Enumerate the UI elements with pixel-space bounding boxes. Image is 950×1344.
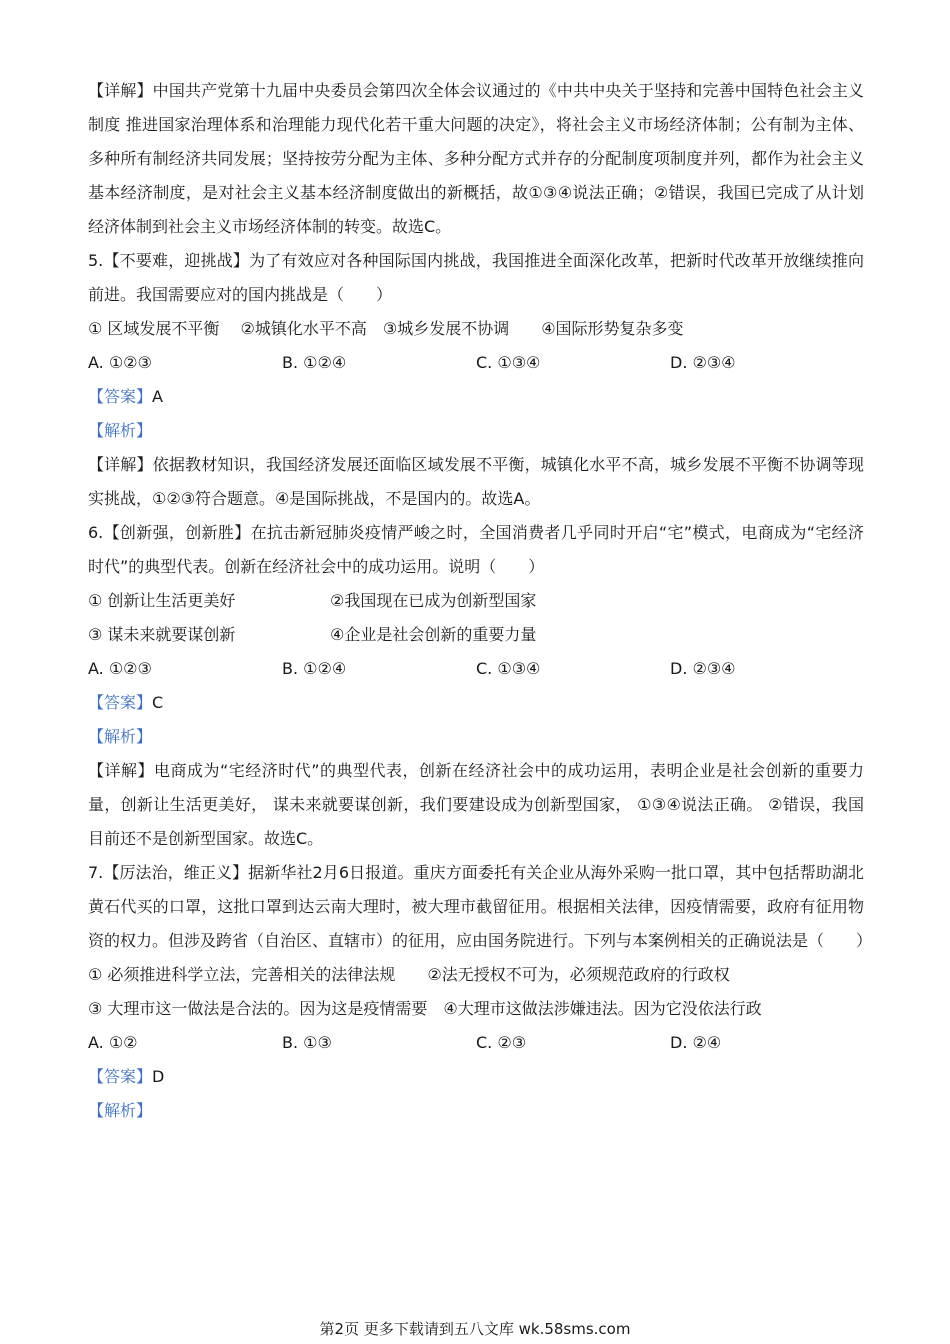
q7-answer [88,1060,864,1094]
q5-choice-a: A. ①②③ [88,353,152,372]
q5-choice-c: C. ①③④ [476,353,541,372]
q6-options-row1 [88,584,864,618]
document-page [88,74,873,1128]
q7-stem: 7.【厉法治，维正义】据新华社2月6日报道。重庆方面委托有关企业从海外采购一批口罩，其中包括帮助湖北黄石代买的口罩，这批口罩到达云南大理时，被大理市截留征用。根据相关法律，因疫情需要，政府有征用物资的权力。但涉及跨省（自治区、直辖市）的征用，应由国务院进行。下列与本案例相关的正确说法是（ ） [88,863,873,950]
q7-choice-b: B. ①③ [282,1033,332,1052]
q7-analysis-label: 【解析】 [88,1101,153,1120]
q5-stem: 5.【不要难，迎挑战】为了有效应对各种国际国内挑战，我国推进全面深化改革，把新时代改革开放继续推向前进。我国需要应对的国内挑战是（ ） [88,251,864,304]
q6-choice-c: C. ①③④ [476,659,541,678]
q6-option-2: ②我国现在已成为创新型国家 [330,591,537,610]
q5-answer [88,380,864,414]
q6-analysis-label: 【解析】 [88,727,153,746]
prev-detail: 【详解】中国共产党第十九届中央委员会第四次全体会议通过的《中共中央关于坚持和完善中国特色社会主义制度 推进国家治理体系和治理能力现代化若干重大问题的决定》，将社会主义市场经济体制；公有制为主体、多种所有制经济共同发展；坚持按劳分配为主体、多种分配方式并存的分配制度项制度并列，都作为社会主义基本经济制度，是对社会主义基本经济制度做出的新概括，故①③④说法正确；②错误，我国已完成了从计划经济体制到社会主义市场经济体制的转变。故选C。 [88,81,864,236]
q6-detail: 【详解】电商成为“宅经济时代”的典型代表，创新在经济社会中的成功运用，表明企业是社会创新的重要力量，创新让生活更美好， 谋未来就要谋创新，我们要建设成为创新型国家， ①③④说法正确。 ②错误，我国目前还不是创新型国家。故选C。 [88,761,864,848]
q6-choice-a: A. ①②③ [88,659,152,678]
answer-label: 【答案】 [88,387,153,406]
answer-label: 【答案】 [88,1067,153,1086]
q5-detail: 【详解】依据教材知识，我国经济发展还面临区域发展不平衡，城镇化水平不高，城乡发展不平衡不协调等现实挑战，①②③符合题意。④是国际挑战，不是国内的。故选A。 [88,455,864,508]
q6-choice-b: B. ①②④ [282,659,347,678]
q6-choices [88,652,864,686]
answer-value: A [152,387,163,406]
q5-options: ① 区域发展不平衡 ②城镇化水平不高 ③城乡发展不协调 ④国际形势复杂多变 [88,319,684,338]
q7-options-row1: ① 必须推进科学立法，完善相关的法律法规 ②法无授权不可为，必须规范政府的行政权 [88,965,730,984]
q6-option-4: ④企业是社会创新的重要力量 [330,625,537,644]
q7-choice-a: A. ①② [88,1033,138,1052]
q6-answer [88,686,864,720]
q6-choice-d: D. ②③④ [670,659,736,678]
q5-choice-b: B. ①②④ [282,353,347,372]
answer-value: C [152,693,164,712]
q7-choice-d: D. ②④ [670,1033,722,1052]
q6-stem: 6.【创新强，创新胜】在抗击新冠肺炎疫情严峻之时，全国消费者几乎同时开启“宅”模式，电商成为“宅经济时代”的典型代表。创新在经济社会中的成功运用。说明（ ） [88,523,864,576]
answer-value: D [152,1067,165,1086]
page-footer: 第2页 更多下载请到五八文库 wk.58sms.com [319,1320,631,1338]
q6-option-3: ③ 谋未来就要谋创新 [88,625,236,644]
q5-choices [88,346,864,380]
q6-option-1: ① 创新让生活更美好 [88,591,236,610]
q5-analysis-label: 【解析】 [88,421,153,440]
q7-options-row2: ③ 大理市这一做法是合法的。因为这是疫情需要 ④大理市这做法涉嫌违法。因为它没依法行政 [88,999,762,1018]
q5-choice-d: D. ②③④ [670,353,736,372]
q7-choice-c: C. ②③ [476,1033,527,1052]
q7-choices [88,1026,864,1060]
answer-label: 【答案】 [88,693,153,712]
q6-options-row2 [88,618,864,652]
